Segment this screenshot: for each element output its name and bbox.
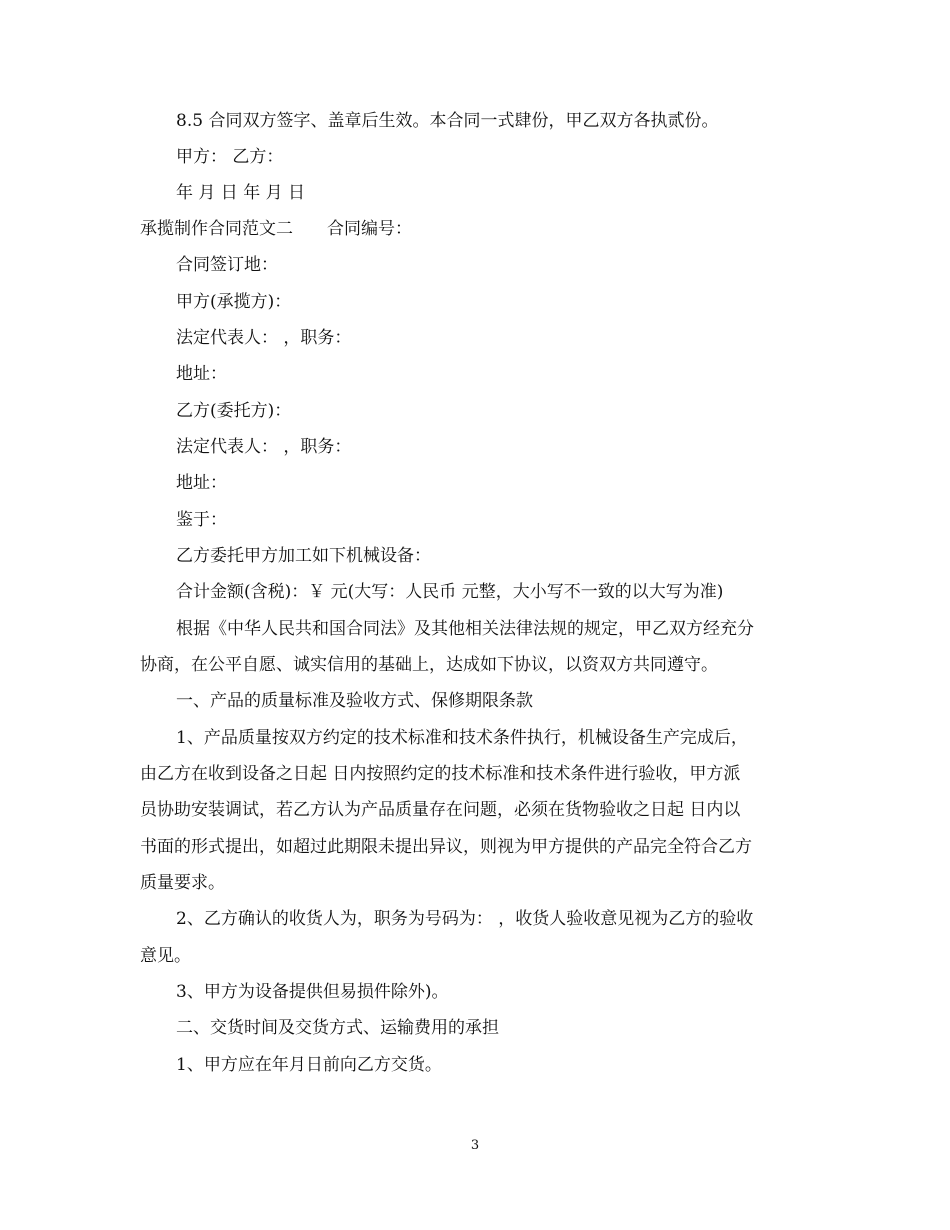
text-line: 年 月 日 年 月 日: [176, 183, 306, 203]
text-line: 书面的形式提出，如超过此期限未提出异议，则视为甲方提供的产品完全符合乙方: [140, 837, 752, 857]
text-line: 根据《中华人民共和国合同法》及其他相关法律法规的规定，甲乙双方经充分: [176, 619, 754, 639]
text-line: 甲方： 乙方：: [176, 147, 284, 167]
text-line: 乙方(委托方)：: [176, 401, 292, 421]
text-line: 甲方(承揽方)：: [176, 292, 292, 312]
text-line: 法定代表人： ，职务：: [176, 328, 352, 348]
text-line: 3、甲方为设备提供但易损件除外)。: [176, 982, 449, 1002]
text-line: 承揽制作合同范文二 合同编号：: [140, 219, 412, 239]
text-line: 二、交货时间及交货方式、运输费用的承担: [176, 1018, 499, 1038]
text-line: 鉴于：: [176, 510, 227, 530]
text-line: 合计金额(含税)：￥ 元(大写：人民币 元整，大小写不一致的以大写为准): [176, 582, 724, 602]
text-line: 地址：: [176, 473, 227, 493]
text-line: 8.5 合同双方签字、盖章后生效。本合同一式肆份，甲乙双方各执贰份。: [176, 111, 719, 131]
text-line: 意见。: [140, 946, 191, 966]
text-line: 合同签订地：: [176, 255, 278, 275]
text-line: 由乙方在收到设备之日起 日内按照约定的技术标准和技术条件进行验收，甲方派: [140, 764, 741, 784]
text-line: 1、产品质量按双方约定的技术标准和技术条件执行，机械设备生产完成后，: [176, 728, 748, 748]
text-line: 法定代表人： ，职务：: [176, 437, 352, 457]
text-line: 一、产品的质量标准及验收方式、保修期限条款: [176, 691, 533, 711]
page-number: 3: [470, 1138, 480, 1153]
text-line: 协商，在公平自愿、诚实信用的基础上，达成如下协议，以资双方共同遵守。: [140, 655, 718, 675]
text-line: 员协助安装调试，若乙方认为产品质量存在问题，必须在货物验收之日起 日内以: [140, 800, 741, 820]
text-line: 2、乙方确认的收货人为，职务为号码为： ，收货人验收意见视为乙方的验收: [176, 909, 754, 929]
text-line: 1、甲方应在年月日前向乙方交货。: [176, 1055, 442, 1075]
text-line: 乙方委托甲方加工如下机械设备：: [176, 546, 431, 566]
text-line: 质量要求。: [140, 873, 225, 893]
text-line: 地址：: [176, 364, 227, 384]
